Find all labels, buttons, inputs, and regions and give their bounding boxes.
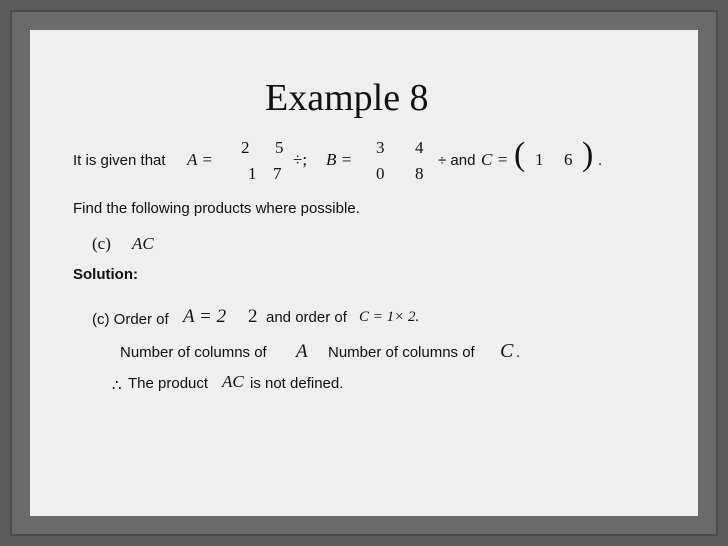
solution-line3-text2: is not defined. <box>250 375 344 392</box>
matrix-c-c2: 6 <box>564 150 573 169</box>
solution-heading: Solution: <box>73 266 138 283</box>
solution-line1-mid-num: 2 <box>248 306 258 327</box>
matrix-b-r1c1: 3 <box>376 138 385 157</box>
matrix-a-r2c1: 1 <box>248 164 257 183</box>
matrix-a-label: A = <box>187 150 213 169</box>
solution-line3-text1: The product <box>128 375 209 392</box>
given-intro: It is given that <box>73 152 166 169</box>
solution-line2-var1: A <box>296 341 308 362</box>
matrix-b-r1c2: 4 <box>415 138 424 157</box>
matrix-c-label: C = <box>481 150 509 169</box>
matrix-c-close-paren: ) <box>582 136 594 173</box>
part-expression: AC <box>132 234 154 253</box>
matrix-b-r2c1: 0 <box>376 164 385 183</box>
matrix-b-tail: ÷ and <box>438 152 476 169</box>
therefore-symbol: ∴ <box>112 377 122 394</box>
matrix-b-label: B = <box>326 150 353 169</box>
given-period: . <box>598 152 603 169</box>
solution-line2-text1: Number of columns of <box>120 344 267 361</box>
solution-line2-end: . <box>516 344 521 361</box>
matrix-c-open-paren: ( <box>514 136 526 173</box>
matrix-a-r1c1: 2 <box>241 138 250 157</box>
matrix-a-tail: ÷; <box>293 150 308 169</box>
matrix-b-r2c2: 8 <box>415 164 424 183</box>
matrix-c-c1: 1 <box>535 150 544 169</box>
solution-line2-text2: Number of columns of <box>328 344 475 361</box>
solution-line1-prefix: (c) Order of <box>92 311 169 328</box>
matrix-a-r1c2: 5 <box>275 138 284 157</box>
slide-title: Example 8 <box>265 77 429 119</box>
solution-line1-rhs: C = 1× 2. <box>359 309 420 325</box>
instruction-text: Find the following products where possible. <box>73 200 360 217</box>
solution-line2-var2: C <box>500 340 514 362</box>
solution-line1-mid-text: and order of <box>266 309 347 326</box>
matrix-a-r2c2: 7 <box>273 164 282 183</box>
part-label: (c) <box>92 234 111 253</box>
solution-line1-lhs: A = 2 <box>183 306 227 327</box>
solution-line3-var: AC <box>222 372 244 391</box>
